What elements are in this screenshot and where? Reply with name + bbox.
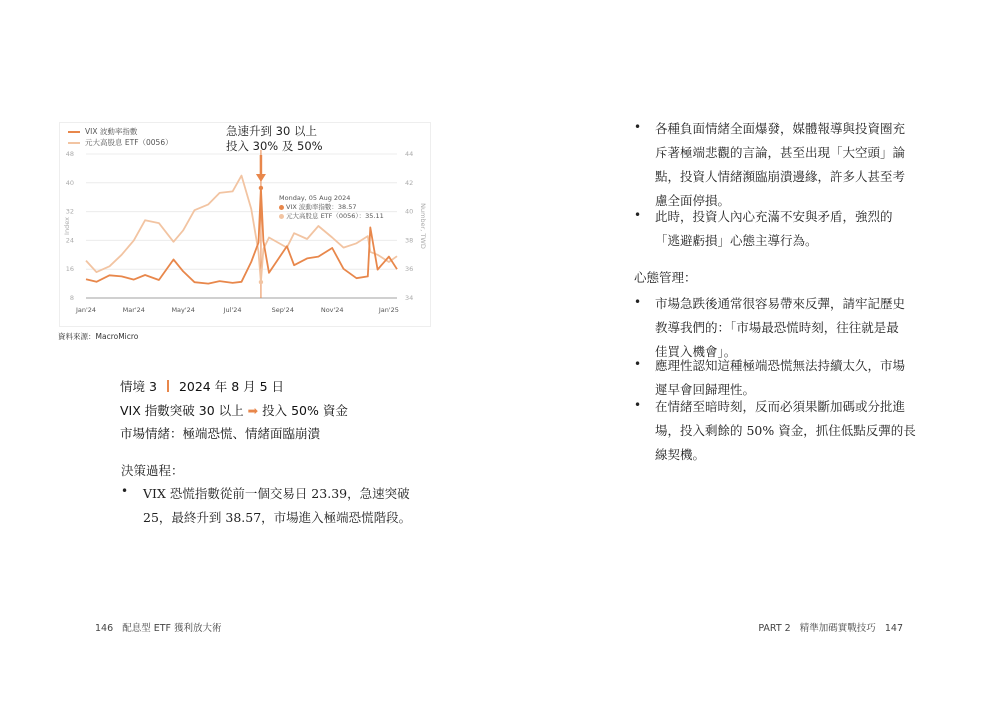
left-tick-label: 8 xyxy=(69,294,74,302)
bullet-icon: • xyxy=(634,120,642,134)
right-running-title: 精準加碼實戰技巧 xyxy=(799,623,876,634)
bullet-icon: • xyxy=(634,357,642,371)
x-tick-label: Mar'24 xyxy=(122,306,145,314)
bullet-icon: • xyxy=(634,295,642,309)
right-tick-label: 38 xyxy=(405,236,414,245)
bullet-icon: • xyxy=(634,208,642,222)
list-line: 各種負面情緒全面爆發，媒體報導與投資圈充 xyxy=(655,121,906,136)
list-line: 25，最終升到 38.57，市場進入極端恐慌階段。 xyxy=(143,510,412,525)
scenario-heading xyxy=(120,377,284,395)
right-tick-label: 36 xyxy=(405,265,414,274)
x-tick-label: Nov'24 xyxy=(320,306,344,314)
left-tick-label: 32 xyxy=(65,207,74,216)
left-tick-label: 24 xyxy=(65,236,74,245)
left-tick-label: 48 xyxy=(65,150,74,158)
list-line: 佳買入機會」。 xyxy=(655,344,737,359)
list-line: 線契機。 xyxy=(655,447,706,462)
list-line: 遲早會回歸理性。 xyxy=(655,382,756,397)
list-line: 此時，投資人內心充滿不安與矛盾，強烈的 xyxy=(655,209,893,224)
list-line: 斥著極端悲觀的言論，甚至出現「大空頭」論 xyxy=(655,145,906,160)
legend-swatch-vix xyxy=(68,131,80,133)
right-axis-title: Number, TWD xyxy=(419,203,427,249)
list-item xyxy=(143,482,411,530)
x-tick-label: Jul'24 xyxy=(223,306,242,314)
scenario-label: 情境 3 xyxy=(120,379,157,394)
list-line: 「逃避虧損」心態主導行為。 xyxy=(655,233,818,248)
list-item xyxy=(655,117,905,213)
left-tick-label: 16 xyxy=(65,265,74,274)
list-line: 教導我們的：「市場最恐慌時刻，往往就是最 xyxy=(655,320,899,335)
etf-event-point xyxy=(259,280,263,284)
chart-callout xyxy=(226,124,323,154)
list-line: 市場急跌後通常很容易帶來反彈，請牢記歷史 xyxy=(655,296,906,311)
right-footer xyxy=(758,620,903,634)
arrow-right-icon: ➡ xyxy=(247,403,259,418)
callout-arrow-down-icon xyxy=(256,174,266,182)
scenario-divider xyxy=(167,380,169,392)
etf-series-line xyxy=(86,176,397,282)
legend-label-vix: VIX 波動率指數 xyxy=(85,127,138,136)
list-line: 在情緒至暗時刻，反而必須果斷加碼或分批進 xyxy=(655,399,906,414)
scenario-date: 2024 年 8 月 5 日 xyxy=(178,379,285,394)
scenario-action xyxy=(120,401,348,419)
right-part-label: PART 2 xyxy=(758,623,791,634)
callout-line-2: 投入 30% 及 50% xyxy=(226,139,323,153)
x-tick-label: May'24 xyxy=(171,306,195,314)
list-item xyxy=(655,395,916,467)
bullet-icon: • xyxy=(121,484,129,498)
left-tick-label: 40 xyxy=(65,178,74,187)
legend-item-vix xyxy=(68,126,173,137)
legend-swatch-etf xyxy=(68,142,80,144)
vix-event-point xyxy=(259,186,263,190)
x-tick-label: Sep'24 xyxy=(271,306,294,314)
tooltip-dot-etf xyxy=(279,214,284,219)
list-line: 場，投入剩餘的 50% 資金，抓住低點反彈的長 xyxy=(655,423,916,438)
decision-process-title: 決策過程： xyxy=(121,463,184,478)
x-tick-label: Jan'24 xyxy=(75,306,97,314)
legend-label-etf: 元大高股息 ETF（0056） xyxy=(85,138,173,147)
left-footer xyxy=(95,620,222,634)
list-line: 應理性認知這種極端恐慌無法持續太久，市場 xyxy=(655,358,906,373)
right-tick-label: 44 xyxy=(405,150,414,158)
chart-source: 資料來源：MacroMicro xyxy=(58,332,139,341)
left-running-title: 配息型 ETF 獲利放大術 xyxy=(122,623,222,634)
tooltip-vix: VIX 波動率指數：38.57 xyxy=(286,203,357,211)
scenario-trigger: VIX 指數突破 30 以上 xyxy=(120,403,244,418)
list-line: 點，投資人情緒瀕臨崩潰邊緣，許多人甚至考 xyxy=(655,169,906,184)
x-tick-label: Jan'25 xyxy=(378,306,399,314)
bullet-icon: • xyxy=(634,398,642,412)
callout-line-1: 急速升到 30 以上 xyxy=(226,124,317,138)
left-page-number: 146 xyxy=(95,623,114,634)
scenario-sentiment: 市場情緒：極端恐慌、情緒面臨崩潰 xyxy=(120,426,321,441)
list-item xyxy=(655,205,893,253)
tooltip-date: Monday, 05 Aug 2024 xyxy=(279,194,351,202)
tooltip-etf: 元大高股息 ETF（0056）：35.11 xyxy=(286,212,384,220)
right-tick-label: 42 xyxy=(405,178,414,187)
legend-item-etf xyxy=(68,137,173,148)
chart-tooltip xyxy=(279,194,384,221)
right-page-number: 147 xyxy=(884,623,903,634)
list-line: VIX 恐慌指數從前一個交易日 23.39，急速突破 xyxy=(143,486,410,501)
left-axis-title: Index xyxy=(63,217,71,235)
mindset-title: 心態管理： xyxy=(634,270,697,285)
tooltip-dot-vix xyxy=(279,205,284,210)
list-line: 慮全面停損。 xyxy=(655,193,731,208)
right-tick-label: 34 xyxy=(405,294,414,302)
chart-legend xyxy=(68,126,173,148)
right-tick-label: 40 xyxy=(405,207,414,216)
scenario-result: 投入 50% 資金 xyxy=(262,403,348,418)
